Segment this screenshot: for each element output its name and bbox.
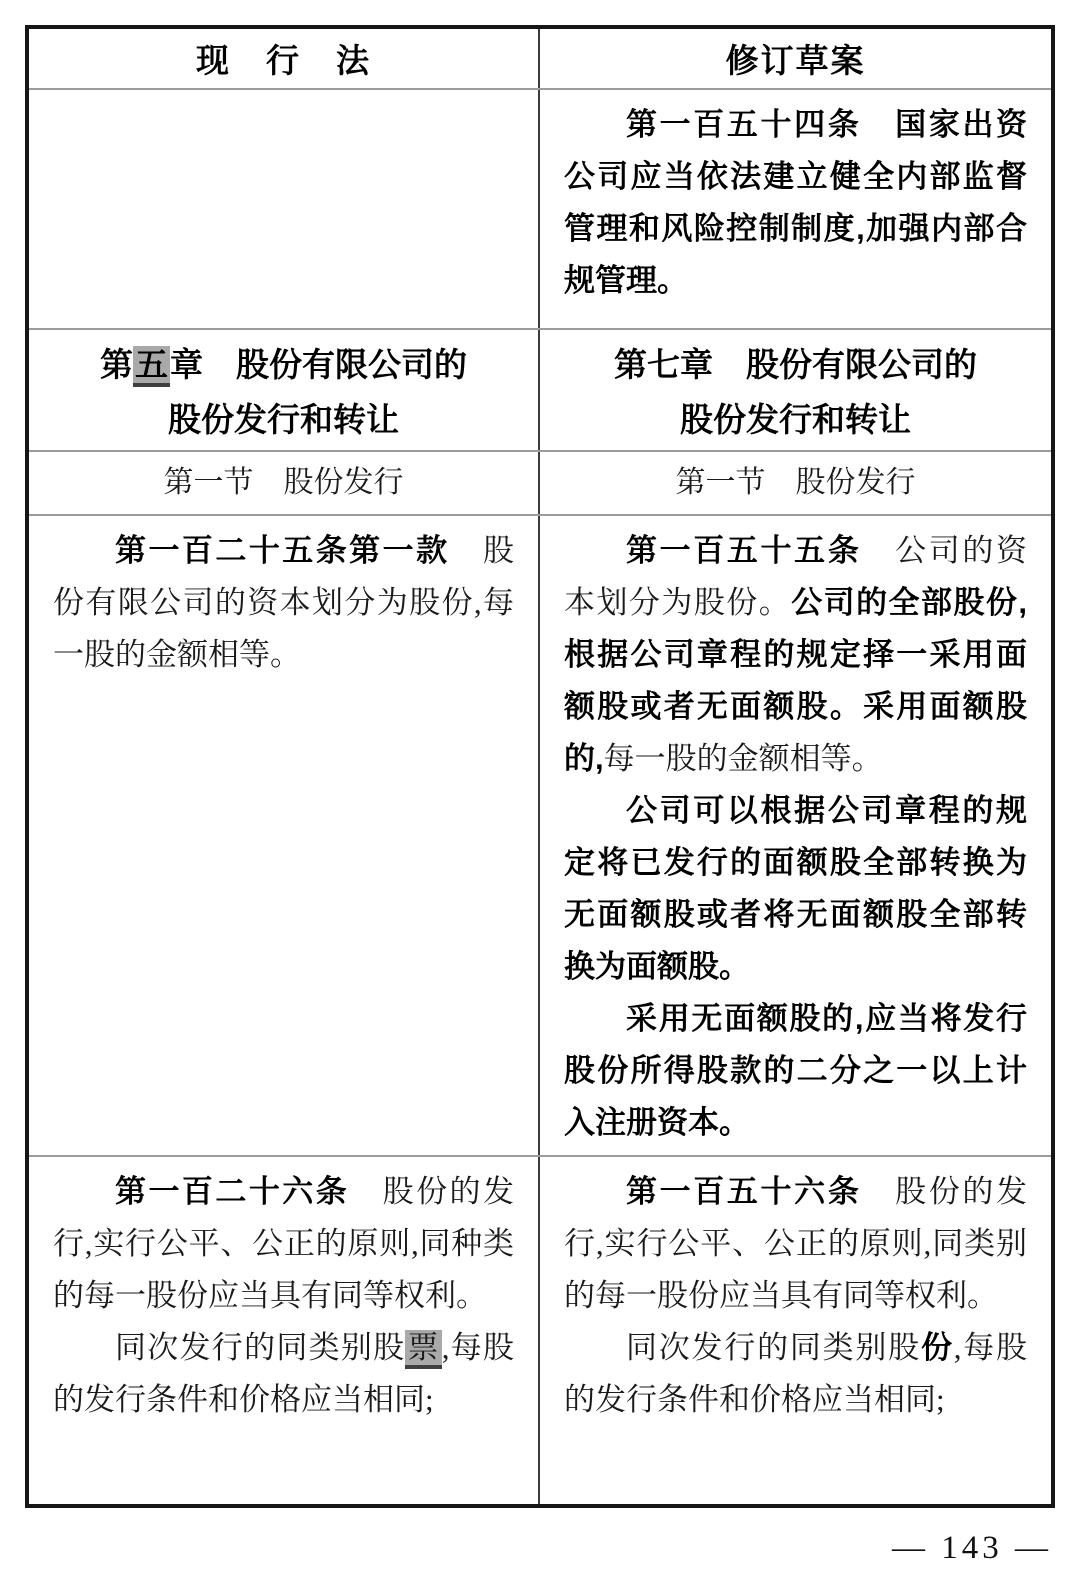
- article-156-p2-prefix: 同次发行的同类别股: [626, 1330, 921, 1365]
- article-126-p2-prefix: 同次发行的同类别股: [115, 1330, 406, 1365]
- article-156-paragraph-2: [564, 1322, 1027, 1426]
- article-126-p2-suffix: ,每股的发行条件和价格应当相同;: [53, 1330, 515, 1417]
- article-126-paragraph-2: [53, 1322, 514, 1426]
- row-article-126-156: [29, 1157, 1051, 1504]
- chapter-5-line-2: [53, 393, 514, 448]
- article-155-run-new-1: 公司的全部股份,根据公司章程的规定择一采用面额股或者无面额股。采用面额股的,: [564, 585, 1027, 776]
- cell-section-1-revised: [540, 452, 1051, 514]
- row-article-125-155: [29, 516, 1051, 1157]
- chapter-5-suffix: 章 股份有限公司的: [170, 346, 467, 383]
- article-125-body: 股份有限公司的资本划分为股份,每一股的金额相等。: [53, 533, 515, 672]
- article-155-paragraph-2: [564, 785, 1027, 993]
- cell-article-154-revised: [540, 90, 1051, 328]
- article-154-text: 第一百五十四条 国家出资公司应当依法建立健全内部监督管理和风险控制制度,加强内部合规管理。: [564, 107, 1027, 298]
- article-154-paragraph: [564, 99, 1027, 307]
- cell-article-125-current: [29, 516, 540, 1155]
- cell-article-156-revised: [540, 1157, 1051, 1504]
- article-125-paragraph: [53, 525, 514, 681]
- header-cell-current-law: [29, 29, 540, 88]
- article-155-paragraph-3: [564, 993, 1027, 1149]
- cell-article-126-current: [29, 1157, 540, 1504]
- article-126-body: 股份的发行,实行公平、公正的原则,同种类的每一股份应当具有同等权利。: [53, 1174, 515, 1313]
- chapter-7-line-2: [564, 393, 1027, 448]
- cell-chapter-5-current: [29, 330, 540, 450]
- article-156-body: 股份的发行,实行公平、公正的原则,同类别的每一股份应当具有同等权利。: [564, 1174, 1028, 1313]
- article-155-paragraph-2-text: 公司可以根据公司章程的规定将已发行的面额股全部转换为无面额股或者将无面额股全部转换为面额股。: [564, 793, 1027, 984]
- article-156-number: 第一百五十六条: [626, 1174, 862, 1209]
- article-155-paragraph-3-text: 采用无面额股的,应当将发行股份所得股款的二分之一以上计入注册资本。: [564, 1001, 1027, 1140]
- header-cell-revised-draft: [540, 29, 1051, 88]
- article-126-paragraph-1: [53, 1166, 514, 1322]
- article-156-emphasized-char-fen: 份: [920, 1330, 954, 1365]
- cell-article-154-current-empty: [29, 90, 540, 328]
- cell-article-155-revised: [540, 516, 1051, 1155]
- row-chapter-heading: [29, 330, 1051, 452]
- chapter-5-line-1: [53, 338, 514, 393]
- cell-chapter-7-revised: [540, 330, 1051, 450]
- header-current-law-label: 现 行 法: [196, 42, 371, 79]
- section-1-revised-text: 第一节 股份发行: [675, 466, 916, 499]
- row-article-154: [29, 90, 1051, 330]
- section-1-current-text: 第一节 股份发行: [163, 466, 404, 499]
- article-156-p2-suffix: ,每股的发行条件和价格应当相同;: [564, 1330, 1028, 1417]
- cell-section-1-current: [29, 452, 540, 514]
- article-125-number: 第一百二十五条第一款: [115, 533, 450, 568]
- chapter-7-line-1-text: 第七章 股份有限公司的: [614, 346, 977, 383]
- chapter-5-prefix: 第: [100, 346, 133, 383]
- header-revised-draft-label: 修订草案: [725, 42, 866, 79]
- section-1-revised-heading: [676, 453, 916, 513]
- page-number: — 143 —: [892, 1530, 1052, 1566]
- article-155-number: 第一百五十五条: [626, 533, 862, 568]
- chapter-5-line-2-text: 股份发行和转让: [168, 401, 399, 438]
- table-header-row: [29, 29, 1051, 90]
- article-155-run-unchanged-1: 公司的资本划分为股份。: [564, 533, 1028, 620]
- law-comparison-table: [25, 25, 1055, 1508]
- highlighted-char-piao: 票: [405, 1330, 441, 1369]
- highlighted-char-wu: 五: [133, 346, 170, 387]
- article-126-number: 第一百二十六条: [115, 1174, 350, 1209]
- article-156-paragraph-1: [564, 1166, 1027, 1322]
- section-1-current-heading: [164, 453, 404, 513]
- row-section-heading: [29, 452, 1051, 516]
- chapter-7-line-1: [564, 338, 1027, 393]
- article-155-run-unchanged-2: 每一股的金额相等。: [603, 741, 883, 776]
- article-155-paragraph-1: [564, 525, 1027, 785]
- chapter-7-line-2-text: 股份发行和转让: [680, 401, 911, 438]
